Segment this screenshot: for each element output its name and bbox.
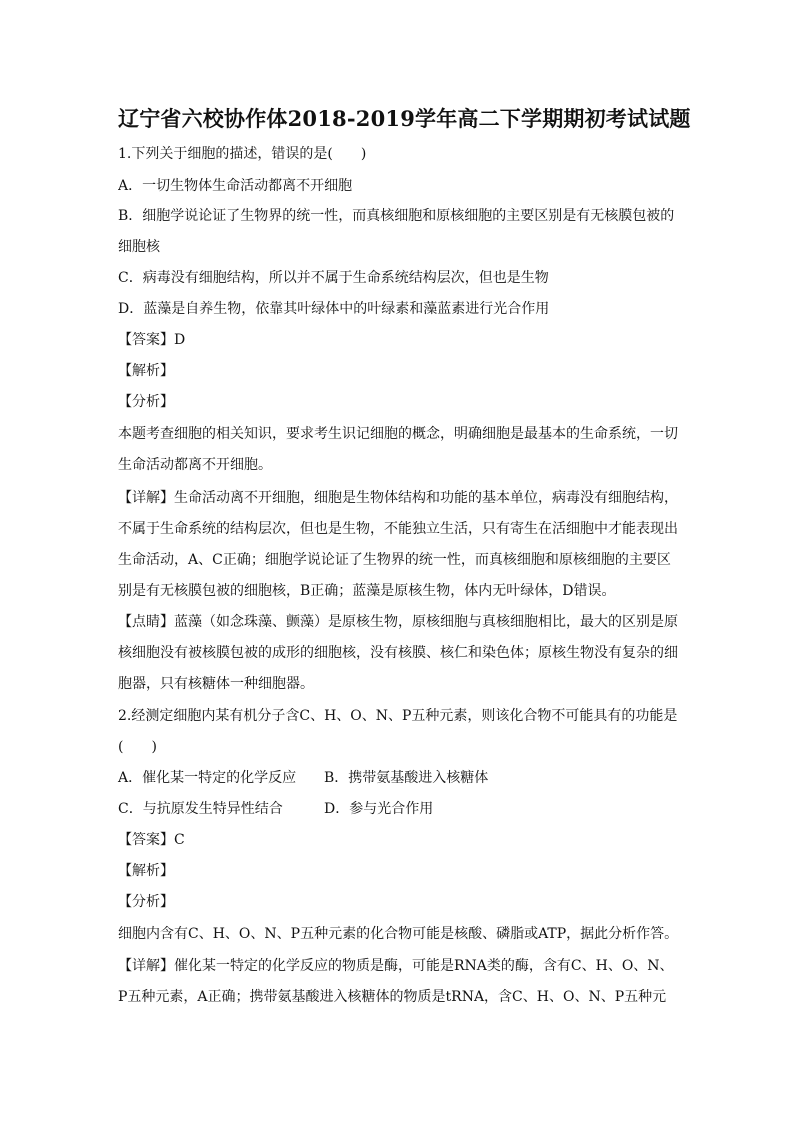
q1-detail-line2: 不属于生命系统的结构层次，但也是生物，不能独立生活，只有寄生在活细胞中才能表现出: [118, 521, 678, 537]
q1-detail-line3: 生命活动，A、C正确；细胞学说论证了生物界的统一性，而真核细胞和原核细胞的主要区: [118, 552, 671, 568]
q2-stem-line2: ( ): [118, 739, 157, 755]
q2-fenxi-line1: 细胞内含有C、H、O、N、P五种元素的化合物可能是核酸、磷脂或ATP，据此分析作答。: [118, 926, 679, 942]
q2-option-a: A．催化某一特定的化学反应: [118, 770, 297, 786]
q2-detail-line2: P五种元素，A正确；携带氨基酸进入核糖体的物质是tRNA，含C、H、O、N、P五种元: [118, 989, 667, 1005]
q1-tip-line2: 核细胞没有被核膜包被的成形的细胞核，没有核膜、核仁和染色体；原核生物没有复杂的细: [118, 645, 678, 661]
q1-tip-line1: 【点睛】蓝藻（如念珠藻、颤藻）是原核生物，原核细胞与真核细胞相比，最大的区别是原: [118, 614, 678, 630]
q1-option-c: C．病毒没有细胞结构，所以并不属于生命系统结构层次，但也是生物: [118, 270, 549, 286]
q2-options-row-2: [118, 799, 680, 819]
q1-detail-line1: 【详解】生命活动离不开细胞，细胞是生物体结构和功能的基本单位，病毒没有细胞结构，: [118, 490, 678, 506]
document-title: 辽宁省六校协作体2018-2019学年高二下学期期初考试试题: [118, 106, 691, 131]
q1-analysis-label: 【解析】: [118, 363, 174, 379]
q2-option-b: B．携带氨基酸进入核糖体: [324, 770, 489, 786]
q1-detail-line4: 别是有无核膜包被的细胞核，B正确；蓝藻是原核生物，体内无叶绿体，D错误。: [118, 583, 616, 599]
q1-option-b-line2: 细胞核: [118, 239, 160, 255]
q1-fenxi-line1: 本题考查细胞的相关知识，要求考生识记细胞的概念，明确细胞是最基本的生命系统，一切: [118, 426, 678, 442]
q1-fenxi-label: 【分析】: [118, 394, 174, 410]
q2-answer: 【答案】C: [118, 832, 185, 848]
q1-answer: 【答案】D: [118, 332, 186, 348]
q2-stem-line1: 2.经测定细胞内某有机分子含C、H、O、N、P五种元素，则该化合物不可能具有的功能是: [118, 708, 678, 724]
q2-options-row-1: [118, 768, 680, 788]
q2-fenxi-label: 【分析】: [118, 894, 174, 910]
q1-option-a: A．一切生物体生命活动都离不开细胞: [118, 178, 353, 194]
q2-analysis-label: 【解析】: [118, 863, 174, 879]
q2-option-d: D．参与光合作用: [324, 801, 434, 817]
q2-detail-line1: 【详解】催化某一特定的化学反应的物质是酶，可能是RNA类的酶，含有C、H、O、N、: [118, 958, 674, 974]
q1-stem: 1.下列关于细胞的描述，错误的是( ): [118, 146, 367, 162]
q1-fenxi-line2: 生命活动都离不开细胞。: [118, 457, 272, 473]
q1-tip-line3: 胞器，只有核糖体一种细胞器。: [118, 676, 314, 692]
q1-option-b-line1: B．细胞学说论证了生物界的统一性，而真核细胞和原核细胞的主要区别是有无核膜包被的: [118, 208, 675, 224]
q1-option-d: D．蓝藻是自养生物，依靠其叶绿体中的叶绿素和藻蓝素进行光合作用: [118, 301, 550, 317]
q2-option-c: C．与抗原发生特异性结合: [118, 801, 283, 817]
